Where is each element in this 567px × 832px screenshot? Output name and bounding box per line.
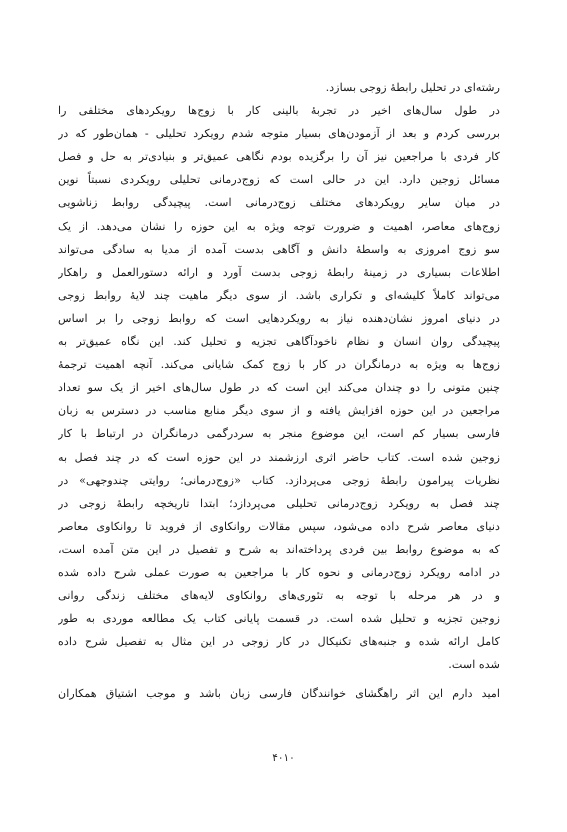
text-line: در طول سال‌های اخیر در تجربهٔ بالینی کار با زوج‌ها رویکردهای مختلفی را: [58, 104, 500, 118]
text-line: و در هر مرحله با توجه به تئوری‌های روانکاوی لایه‌های مختلف زندگی روانی: [58, 589, 500, 603]
paragraph-2: [58, 99, 500, 676]
text-line: نظریات پیرامون رابطهٔ زوجی می‌پردازد. کتاب «زوج‌درمانی؛ روایتی چندوجهی» در: [58, 473, 500, 487]
text-line: زوجین شده است. کتاب حاضر اثری ارزشمند در این حوزه است که در چند فصل به: [58, 450, 500, 464]
text-line: می‌تواند کاملاً کلیشه‌ای و تکراری باشد. از سوی دیگر ماهیت چند لایهٔ روابط زوجی: [58, 288, 500, 302]
text-line: در دنیای امروز نشان‌دهنده نیاز به رویکردهایی است که روابط زوجی را بر اساس: [58, 311, 500, 325]
text-line: در میان سایر رویکردهای مختلف زوج‌درمانی است. پیچیدگی روابط زناشویی: [58, 196, 500, 210]
text-line: امید دارم این اثر راهگشای خوانندگان فارسی زبان باشد و موجب اشتیاق همکاران: [58, 687, 500, 701]
text-line: که به موضوع روابط بین فردی پرداخته‌اند به شرح و تفصیل در این متن آمده است،: [58, 542, 500, 556]
text-line: مراجعین در این حوزه افزایش یافته و از سوی دیگر منابع مناسب در دسترس به زبان: [58, 404, 500, 418]
text-line: رشته‌ای در تحلیل رابطهٔ زوجی بسازد.: [325, 81, 500, 94]
text-line: در ادامه رویکرد زوج‌درمانی و نحوه کار با مراجعین به صورت عملی شرح داده شده: [58, 565, 500, 579]
text-line: بررسی کردم و بعد از آزمودن‌های بسیار متوجه شدم رویکرد تحلیلی - همان‌طور که در: [58, 127, 500, 141]
document-page: [58, 76, 500, 706]
text-line: زوجین تجزیه و تحلیل شده است. در قسمت پایانی کتاب یک مطالعه موردی به طور: [58, 612, 500, 626]
paragraph-1: [58, 76, 500, 99]
text-line: چند فصل به رویکرد زوج‌درمانی تحلیلی می‌پردازد؛ ابتدا تاریخچه رابطهٔ زوجی در: [58, 496, 500, 510]
text-line: کامل ارائه شده و جنبه‌های تکنیکال در کار زوجی در این مثال به تفصیل شرح داده: [58, 635, 500, 649]
paragraph-3: [58, 682, 500, 705]
text-line: فارسی بسیار کم است، این موضوع منجر به سردرگمی درمانگران در ارتباط با کار: [58, 427, 500, 441]
text-line: چنین متونی را دو چندان می‌کند این است که در طول سال‌های اخیر از یک سو تعداد: [58, 381, 500, 395]
text-line: شده است.: [448, 658, 500, 672]
text-line: زوج‌ها به ویژه به درمانگران در کار با زوج کمک شایانی می‌کند. آنچه اهمیت ترجمهٔ: [58, 358, 500, 372]
text-line: مسائل زوجین دارد. این در حالی است که زوج‌درمانی تحلیلی رویکردی نسبتاً نوین: [58, 173, 500, 187]
text-line: سو زوج امروزی به واسطهٔ دانش و آگاهی بدست آمده از مدیا به سادگی می‌تواند: [58, 242, 500, 256]
text-line: دنیای معاصر شرح داده می‌شود، سپس مقالات روانکاوی از فروید تا روانکاوی معاصر: [58, 519, 500, 533]
text-line: پیچیدگی روان انسان و نظام ناخودآگاهی تجزیه و تحلیل کند. این نگاه عمیق‌تر به: [58, 335, 500, 349]
text-line: زوج‌های معاصر، اهمیت و ضرورت توجه ویژه به این حوزه را نشان می‌دهد. از یک: [58, 219, 500, 233]
text-line: اطلاعات بسیاری در زمینهٔ رابطهٔ زوجی بدست آورد و ارائه دستورالعمل و راهکار: [58, 265, 500, 279]
text-line: کار فردی با مراجعین نیز آن را برگزیده بودم نگاهی عمیق‌تر و بنیادی‌تر به حل و فصل: [58, 150, 500, 164]
page-number: ۴۰۱۰: [272, 752, 295, 764]
